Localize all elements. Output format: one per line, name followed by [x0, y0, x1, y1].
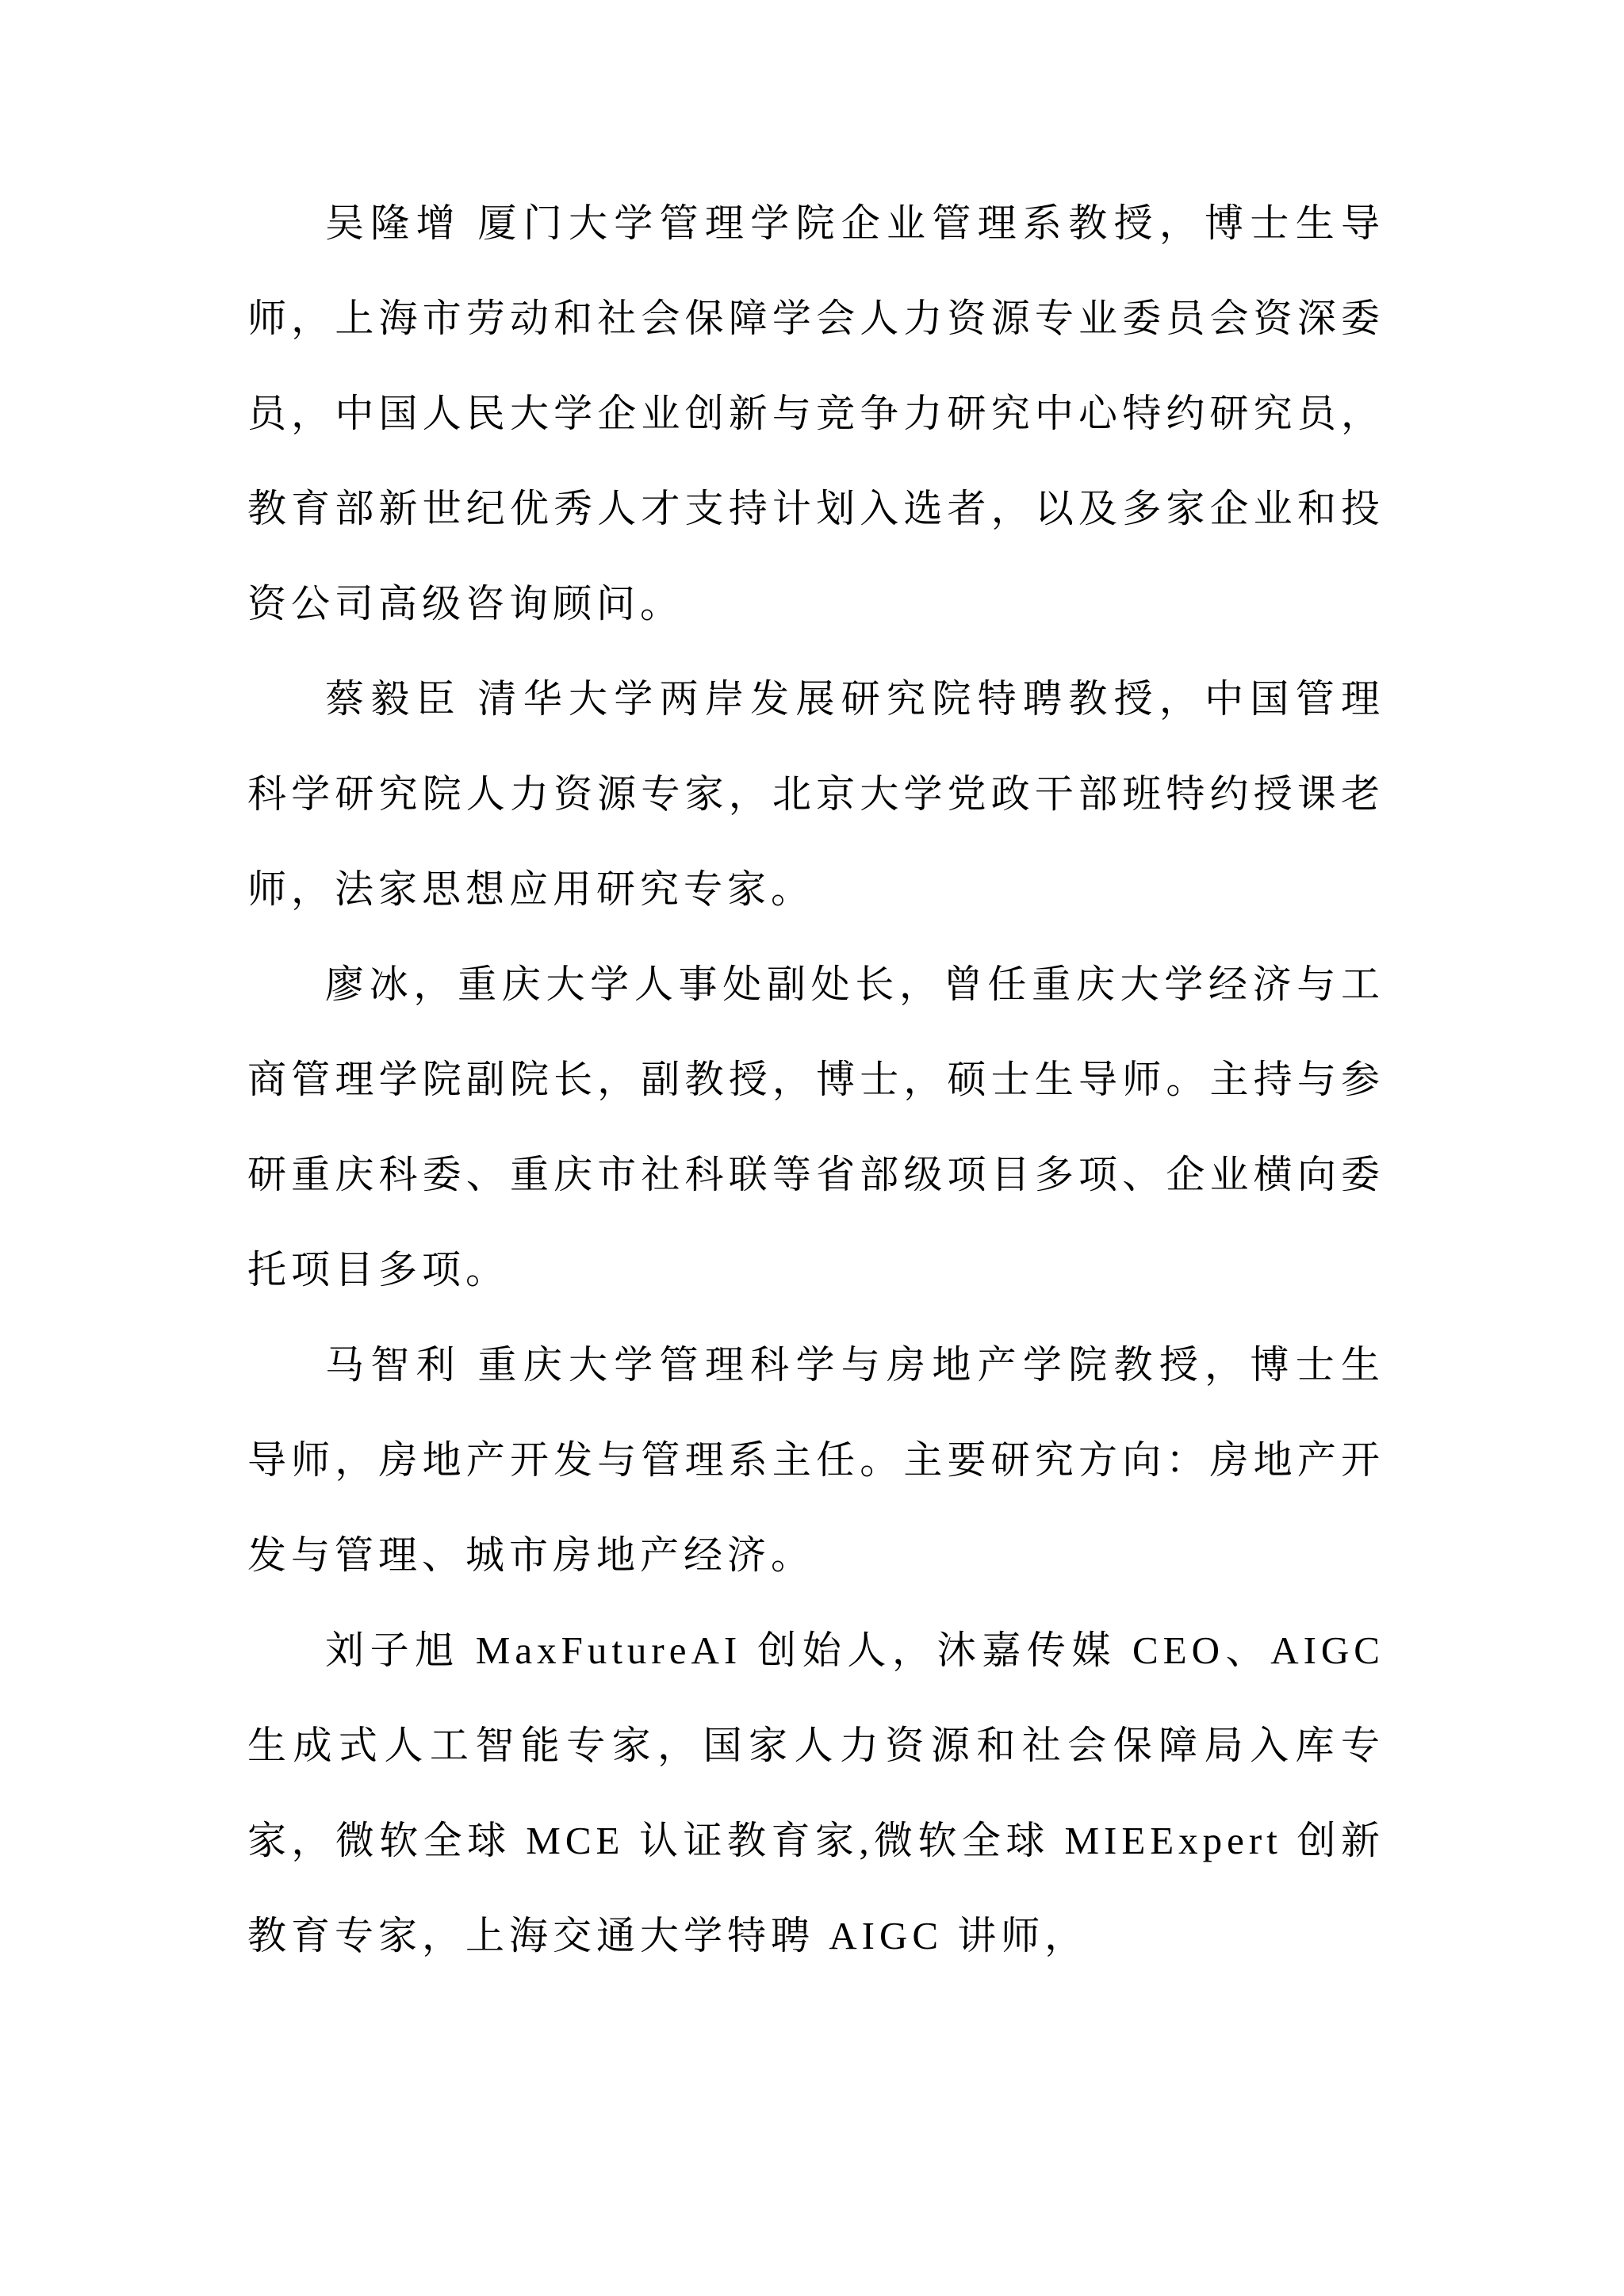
bio-paragraph-liu-zixu: 刘子旭 MaxFutureAI 创始人，沐嘉传媒 CEO、AIGC 生成式人工智能专家，国家人力资源和社会保障局入库专家，微软全球 MCE 认证教育家,微软全球 MIEExpert 创新教育专家，上海交通大学特聘 AIGC 讲师，	[247, 1628, 1385, 1957]
bio-paragraph-liao-bing: 廖冰，重庆大学人事处副处长，曾任重庆大学经济与工商管理学院副院长，副教授，博士，硕士生导师。主持与参研重庆科委、重庆市社科联等省部级项目多项、企业横向委托项目多项。	[247, 962, 1385, 1292]
bio-paragraph-cai-yichen: 蔡毅臣 清华大学两岸发展研究院特聘教授，中国管理科学研究院人力资源专家，北京大学党政干部班特约授课老师，法家思想应用研究专家。	[247, 677, 1385, 911]
bio-paragraph-ma-zhili: 马智利 重庆大学管理科学与房地产学院教授，博士生导师，房地产开发与管理系主任。主要研究方向：房地产开发与管理、城市房地产经济。	[247, 1343, 1385, 1577]
document-body	[247, 176, 1385, 1984]
bio-paragraph-wu-longzeng: 吴隆增 厦门大学管理学院企业管理系教授，博士生导师，上海市劳动和社会保障学会人力资源专业委员会资深委员，中国人民大学企业创新与竞争力研究中心特约研究员，教育部新世纪优秀人才支持计划入选者，以及多家企业和投资公司高级咨询顾问。	[247, 201, 1385, 626]
